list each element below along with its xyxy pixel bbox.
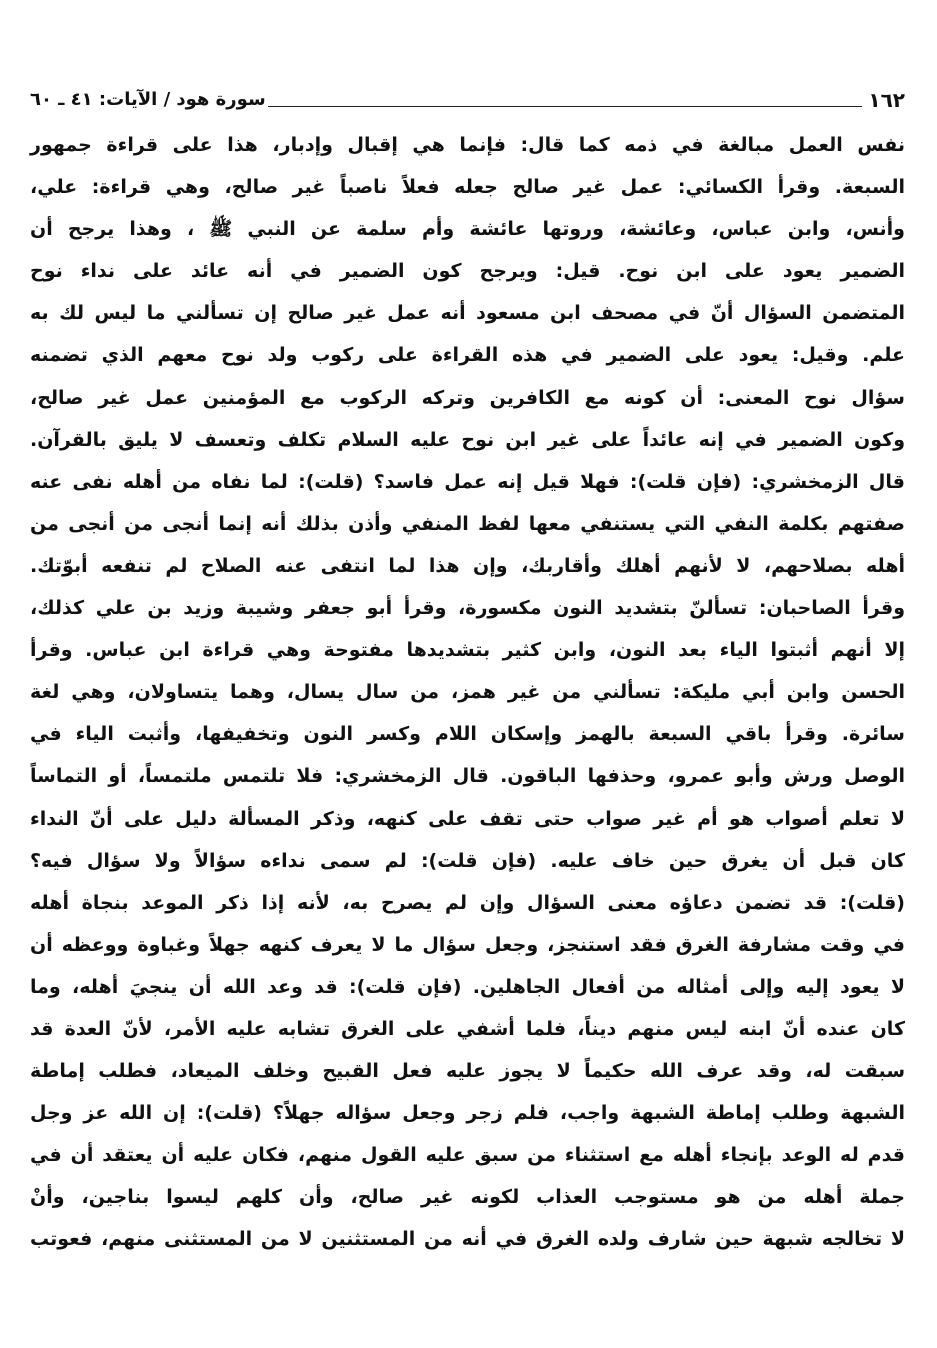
text-line: قدم له الوعد بإنجاء أهله مع استثناء من سبق عليه القول منهم، فكان عليه أن يعتقد أن في: [30, 1144, 905, 1167]
text-line: صفتهم بكلمة النفي التي يستنفي معها لفظ المنفي وأذن بذلك أنه إنما أنجى من أنجى من: [30, 512, 905, 535]
text-line: وقرأ الصاحبان: تسألنّ بتشديد النون مكسورة، وقرأ أبو جعفر وشيبة وزيد بن علي كذلك،: [30, 597, 905, 620]
text-line: الضمير يعود على ابن نوح. قيل: ويرجح كون الضمير في أنه عائد على نداء نوح: [30, 260, 905, 283]
text-line: لا يعود إليه وإلى أمثاله من أفعال الجاهلين. (فإن قلت): قد وعد الله أن ينجيَ أهله، وما: [30, 975, 905, 998]
text-line: علم. وقيل: يعود على الضمير في هذه القراءة على ركوب ولد نوح معهم الذي تضمنه: [30, 344, 905, 367]
page-header: [30, 82, 905, 112]
text-line: وكون الضمير في إنه عائداً على غير ابن نوح عليه السلام تكلف وتعسف لا يليق بالقرآن.: [30, 428, 905, 451]
text-line: كان عنده أنّ ابنه ليس منهم ديناً، فلما أشفي على الغرق تشابه عليه الأمر، لأنّ العدة قد: [30, 1017, 905, 1040]
text-line: سائرة. وقرأ باقي السبعة بالهمز وإسكان اللام وكسر النون وتخفيفها، وأثبت الياء في: [30, 723, 905, 746]
text-line: السبعة. وقرأ الكسائي: عمل غير صالح جعله فعلاً ناصباً غير صالح، وهي قراءة: علي،: [30, 176, 905, 199]
text-line: (قلت): قد تضمن دعاؤه معنى السؤال وإن لم يصرح به، لأنه إذا ذكر الموعد بنجاة أهله: [30, 891, 905, 914]
text-line: الوصل ورش وأبو عمرو، وحذفها الباقون. قال الزمخشري: فلا تلتمس ملتمساً، أو التماساً: [30, 765, 905, 788]
header-rule: [268, 106, 863, 107]
running-title: سورة هود / الآيات: ٤١ ـ ٦٠: [30, 89, 266, 110]
text-line: إلا أنهم أثبتوا الياء بعد النون، وابن كثير بتشديدها مفتوحة وهي قراءة ابن عباس. وقرأ: [30, 639, 905, 662]
text-line: الحسن وابن أبي مليكة: تسألني من غير همز، من سال يسال، وهما يتساولان، وهي لغة: [30, 681, 905, 704]
text-line: نفس العمل مبالغة في ذمه كما قال: فإنما هي إقبال وإدبار، هذا على قراءة جمهور: [30, 134, 905, 156]
text-line: جملة أهله من هو مستوجب العذاب لكونه غير صالح، وأن كلهم ليسوا بناجين، وأنْ: [30, 1186, 905, 1209]
text-line: في وقت مشارفة الغرق فقد استنجز، وجعل سؤال ما لا يعرف كنهه جهلاً وغباوة ووعظه أن: [30, 933, 905, 956]
text-line: لا تعلم أصواب هو أم غير صواب حتى تقف على كنهه، وذكر المسألة دليل على أنّ النداء: [30, 807, 905, 830]
text-line: سبقت له، وقد عرف الله حكيماً لا يجوز عليه فعل القبيح وخلف الميعاد، فطلب إماطة: [30, 1060, 905, 1083]
text-line: سؤال نوح المعنى: أن كونه مع الكافرين وتركه الركوب مع المؤمنين عمل غير صالح،: [30, 386, 905, 409]
body-text: [30, 124, 905, 1261]
text-line: كان قبل أن يغرق حين خاف عليه. (فإن قلت): لم سمى نداءه سؤالاً ولا سؤال فيه؟: [30, 849, 905, 872]
text-line: أهله بصلاحهم، لا لأنهم أهلك وأقاربك، وإن هذا لما انتفى عنه الصلاح لم تنفعه أبوّتك.: [30, 554, 905, 577]
text-line: قال الزمخشري: (فإن قلت): فهلا قيل إنه عمل فاسد؟ (قلت): لما نفاه من أهله نفى عنه: [30, 470, 905, 493]
text-line: لا تخالجه شبهة حين شارف ولده الغرق في أنه من المستثنين لا من المستثنى منهم، فعوتب: [30, 1228, 905, 1251]
text-line: المتضمن السؤال أنّ في مصحف ابن مسعود أنه عمل غير صالح إن تسألني ما ليس لك به: [30, 302, 905, 325]
page-number: ١٦٢: [868, 88, 905, 112]
text-line: الشبهة وطلب إماطة الشبهة واجب، فلم زجر وجعل سؤاله جهلاً؟ (قلت): إن الله عز وجل: [30, 1102, 905, 1125]
text-line: وأنس، وابن عباس، وعائشة، وروتها عائشة وأم سلمة عن النبي ﷺ ، وهذا يرجح أن: [30, 218, 905, 241]
